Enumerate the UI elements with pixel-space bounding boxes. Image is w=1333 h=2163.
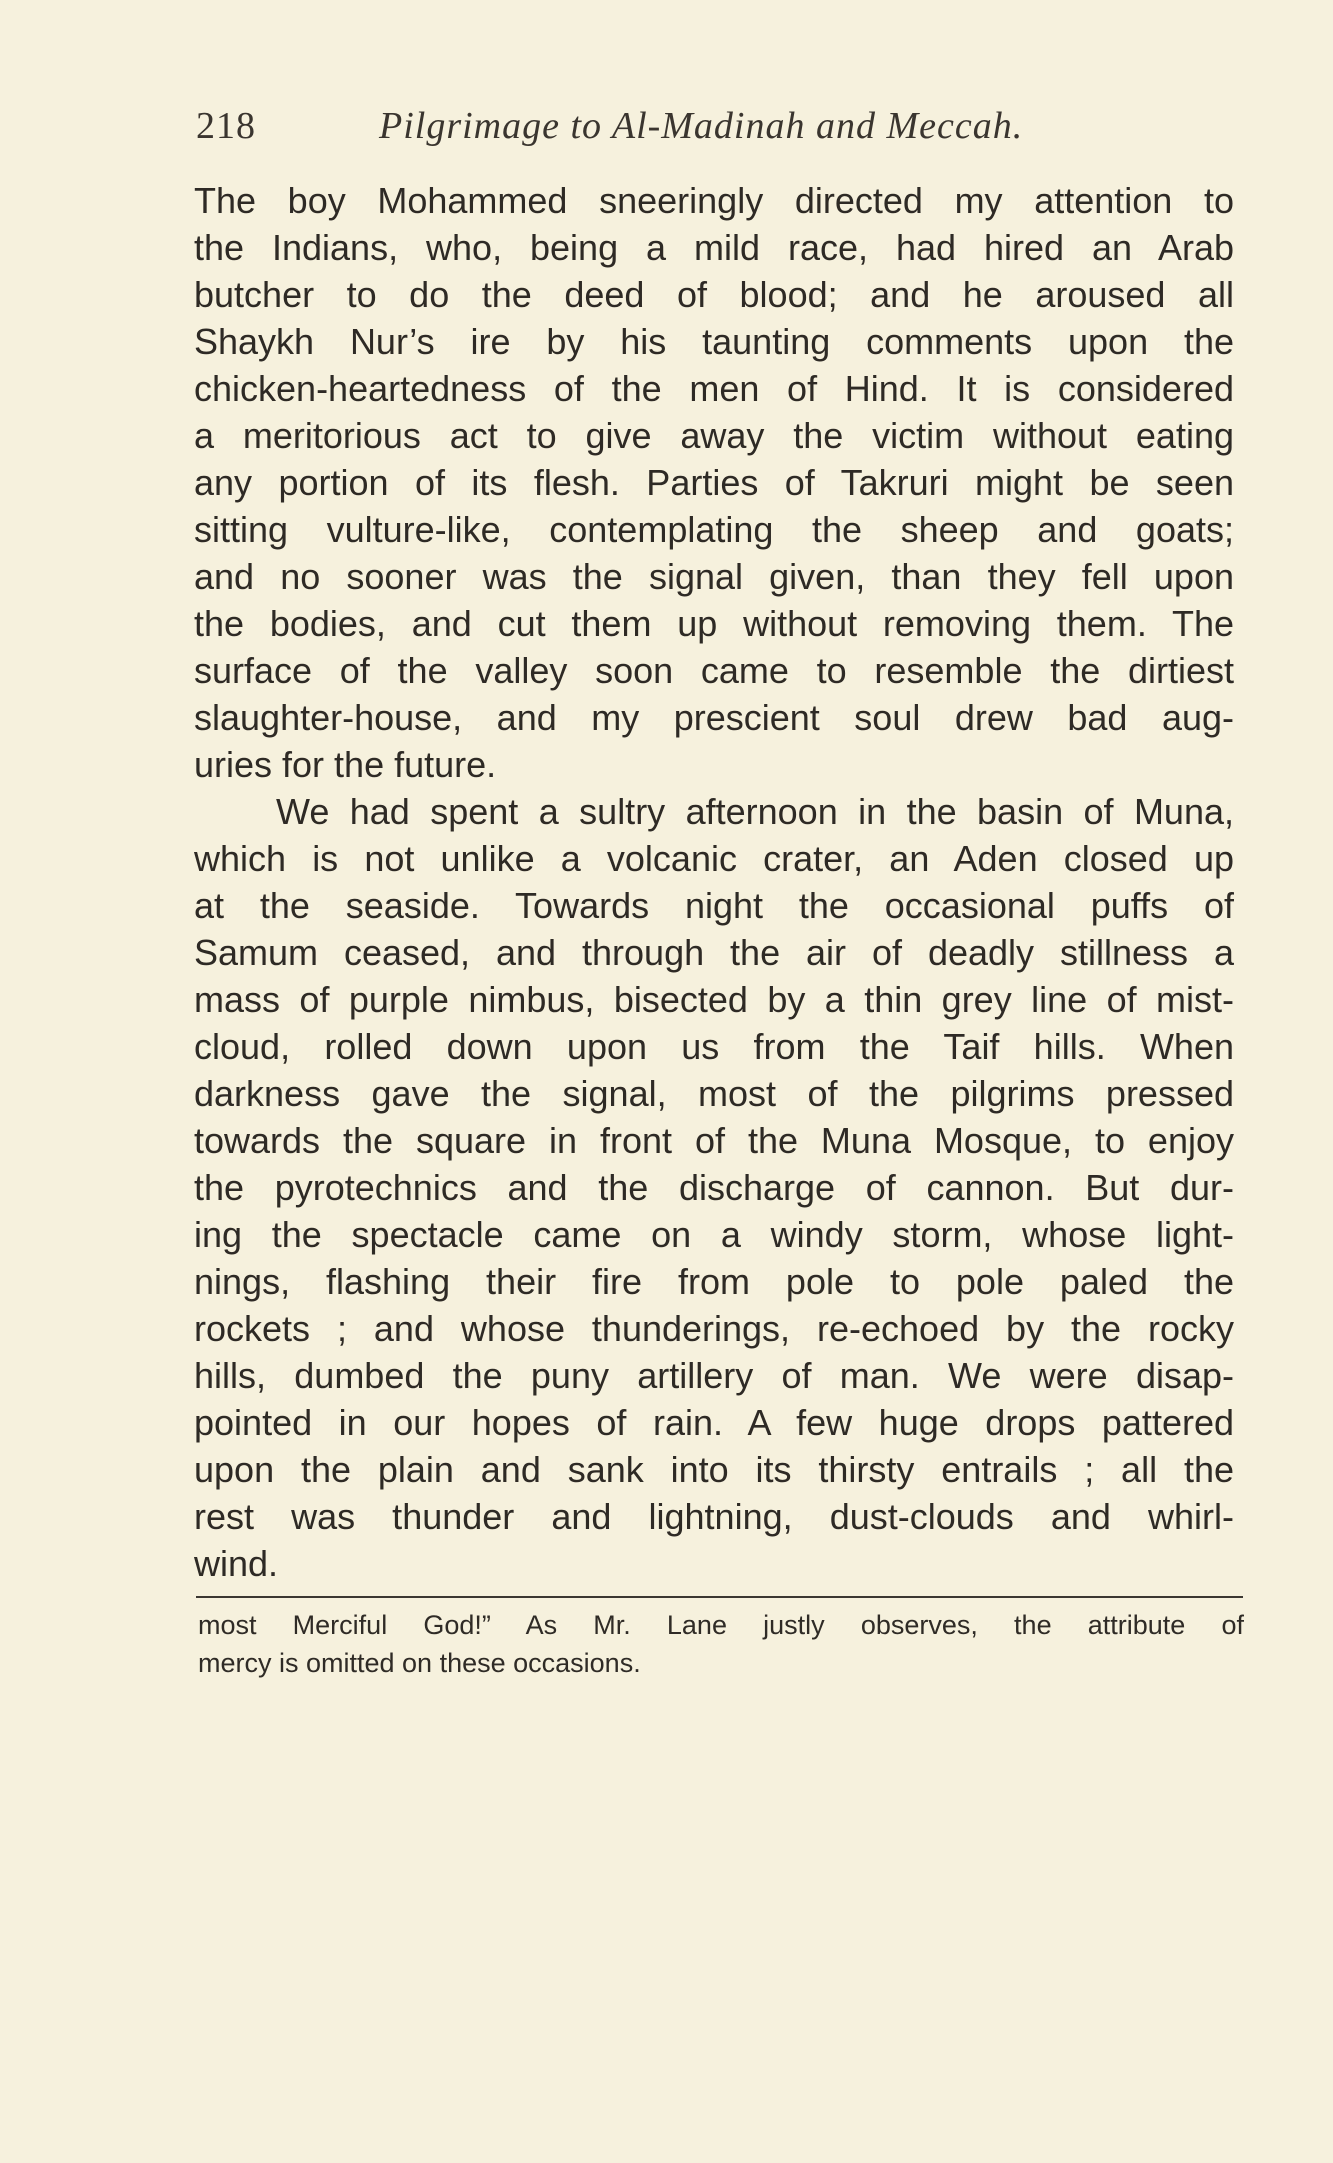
text-line: mass of purple nimbus, bisected by a thin grey line of mist-: [194, 979, 1234, 1020]
page-number: 218: [196, 105, 256, 147]
text-line: the Indians, who, being a mild race, had hired an Arab: [194, 227, 1234, 268]
text-line: chicken-heartedness of the men of Hind. It is considered: [194, 368, 1234, 409]
text-line: The boy Mohammed sneeringly directed my attention to: [194, 180, 1234, 221]
main-text: [194, 177, 1234, 1587]
text-line: hills, dumbed the puny artillery of man. We were disap-: [194, 1355, 1234, 1396]
running-head: [196, 98, 1056, 154]
running-title: Pilgrimage to Al-Madinah and Meccah.: [379, 105, 1024, 147]
text-line: pointed in our hopes of rain. A few huge drops pattered: [194, 1402, 1234, 1443]
text-line: rockets ; and whose thunderings, re-echoed by the rocky: [194, 1308, 1234, 1349]
text-line: Samum ceased, and through the air of deadly stillness a: [194, 932, 1234, 973]
text-line: darkness gave the signal, most of the pilgrims pressed: [194, 1073, 1234, 1114]
paragraph-start-line: We had spent a sultry afternoon in the basin of Muna,: [276, 791, 1234, 832]
text-line: cloud, rolled down upon us from the Taif hills. When: [194, 1026, 1234, 1067]
text-line: which is not unlike a volcanic crater, an Aden closed up: [194, 838, 1234, 879]
text-line: any portion of its flesh. Parties of Takruri might be seen: [194, 462, 1234, 503]
text-line: Shaykh Nur’s ire by his taunting comments upon the: [194, 321, 1234, 362]
text-line: towards the square in front of the Muna Mosque, to enjoy: [194, 1120, 1234, 1161]
text-line: uries for the future.: [194, 744, 497, 785]
text-line: rest was thunder and lightning, dust-clouds and whirl-: [194, 1496, 1234, 1537]
text-line: surface of the valley soon came to resemble the dirtiest: [194, 650, 1234, 691]
text-line: nings, flashing their fire from pole to pole paled the: [194, 1261, 1234, 1302]
text-line: and no sooner was the signal given, than they fell upon: [194, 556, 1234, 597]
text-line: slaughter-house, and my prescient soul drew bad aug-: [194, 697, 1234, 738]
text-line: wind.: [194, 1543, 279, 1584]
text-line: upon the plain and sank into its thirsty entrails ; all the: [194, 1449, 1234, 1490]
footnote-rule: [196, 1596, 1243, 1598]
text-line: a meritorious act to give away the victim without eating: [194, 415, 1234, 456]
text-line: at the seaside. Towards night the occasional puffs of: [194, 885, 1234, 926]
footnote: [198, 1606, 1244, 1682]
footnote-line: most Merciful God!” As Mr. Lane justly observes, the attribute of: [198, 1610, 1244, 1640]
text-line: butcher to do the deed of blood; and he aroused all: [194, 274, 1234, 315]
footnote-line: mercy is omitted on these occasions.: [198, 1648, 641, 1678]
text-line: the pyrotechnics and the discharge of cannon. But dur-: [194, 1167, 1234, 1208]
text-line: the bodies, and cut them up without removing them. The: [194, 603, 1234, 644]
text-line: ing the spectacle came on a windy storm, whose light-: [194, 1214, 1234, 1255]
text-line: sitting vulture-like, contemplating the sheep and goats;: [194, 509, 1234, 550]
